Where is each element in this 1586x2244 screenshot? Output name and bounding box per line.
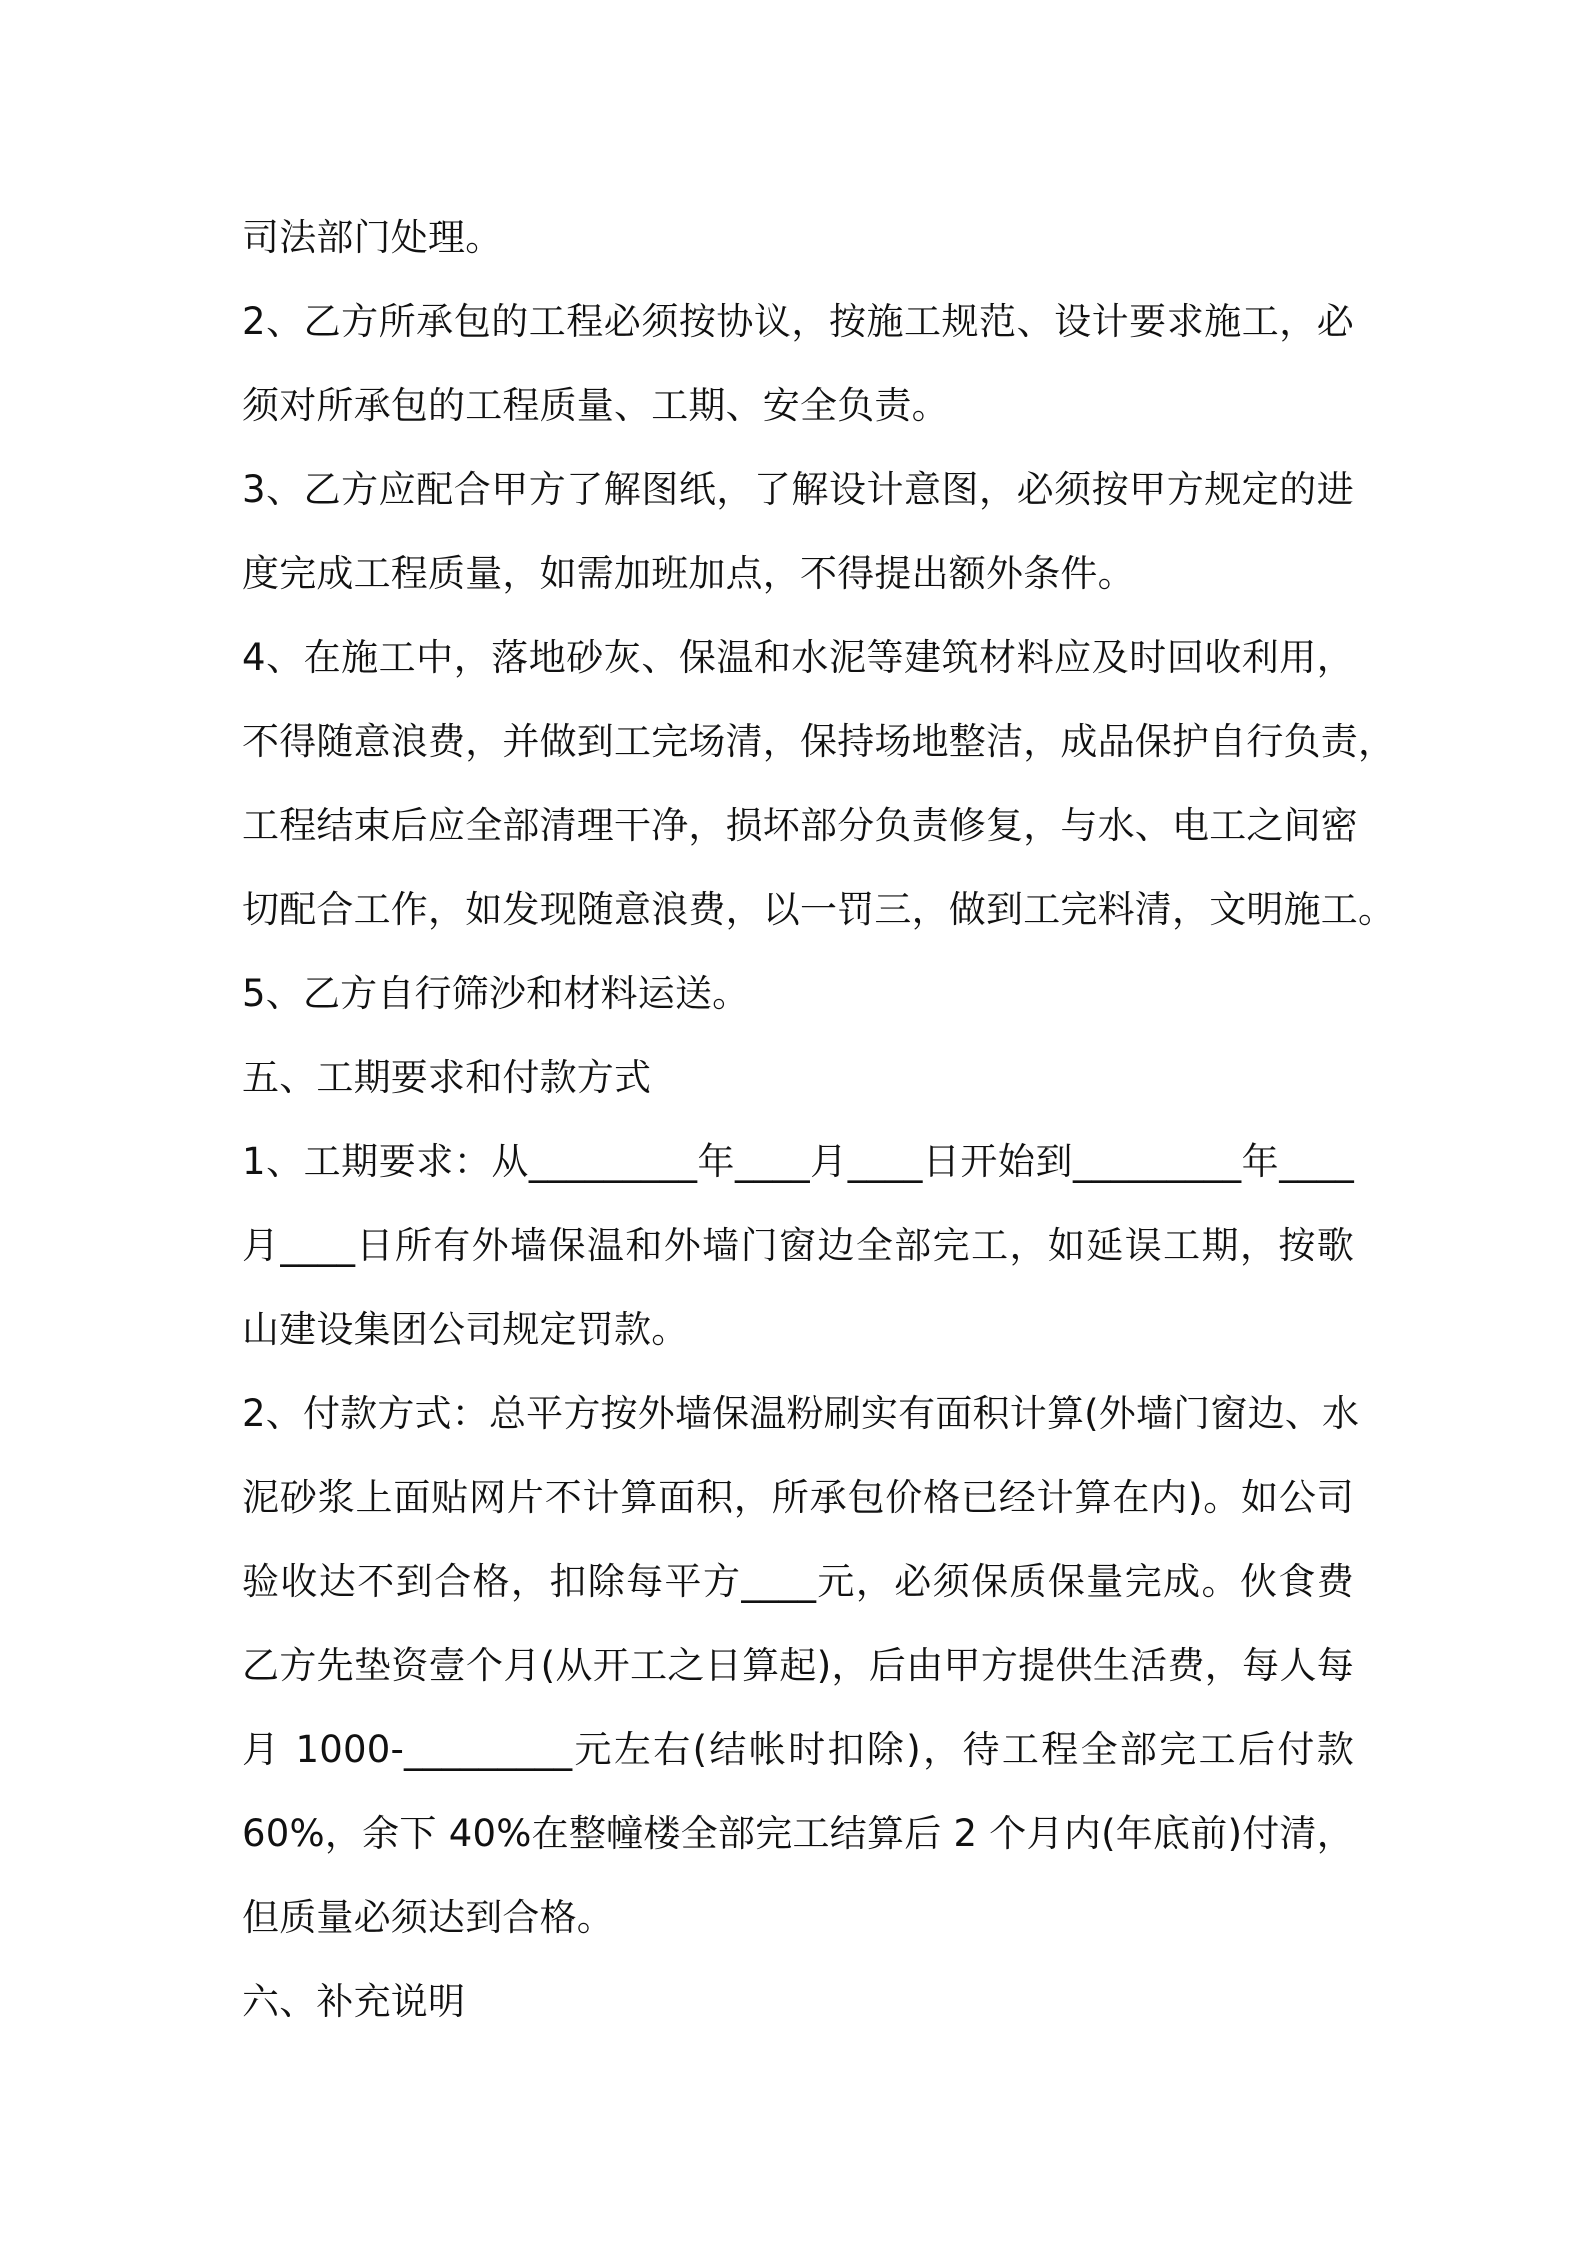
text-line: 4、在施工中，落地砂灰、保温和水泥等建筑材料应及时回收利用， <box>242 636 1354 679</box>
text-line: 2、乙方所承包的工程必须按协议，按施工规范、设计要求施工，必 <box>242 300 1354 343</box>
text-line: 泥砂浆上面贴网片不计算面积，所承包价格已经计算在内)。如公司 <box>242 1476 1354 1519</box>
text-line: 不得随意浪费，并做到工完场清，保持场地整洁，成品保护自行负责， <box>242 720 1396 763</box>
text-line: 乙方先垫资壹个月(从开工之日算起)，后由甲方提供生活费，每人每 <box>242 1644 1354 1687</box>
section-heading: 五、工期要求和付款方式 <box>242 1056 652 1099</box>
text-line: 60%，余下 40%在整幢楼全部完工结算后 2 个月内(年底前)付清， <box>242 1812 1354 1855</box>
text-line: 山建设集团公司规定罚款。 <box>242 1308 689 1351</box>
text-line: 验收达不到合格，扣除每平方____元，必须保质保量完成。伙食费 <box>242 1560 1354 1603</box>
section-heading: 六、补充说明 <box>242 1980 466 2023</box>
text-line: 3、乙方应配合甲方了解图纸，了解设计意图，必须按甲方规定的进 <box>242 468 1354 511</box>
text-line: 月 1000-_________元左右(结帐时扣除)，待工程全部完工后付款 <box>242 1728 1354 1771</box>
text-line: 切配合工作，如发现随意浪费，以一罚三，做到工完料清，文明施工。 <box>242 888 1396 931</box>
text-line: 但质量必须达到合格。 <box>242 1896 614 1939</box>
document-body <box>242 196 1396 2044</box>
text-line: 1、工期要求：从_________年____月____日开始到_________年____ <box>242 1140 1354 1183</box>
text-line: 须对所承包的工程质量、工期、安全负责。 <box>242 384 949 427</box>
text-line: 2、付款方式：总平方按外墙保温粉刷实有面积计算(外墙门窗边、水 <box>242 1392 1360 1435</box>
text-line: 度完成工程质量，如需加班加点，不得提出额外条件。 <box>242 552 1135 595</box>
text-line: 司法部门处理。 <box>242 216 503 259</box>
text-line: 工程结束后应全部清理干净，损坏部分负责修复，与水、电工之间密 <box>242 804 1358 847</box>
text-line: 5、乙方自行筛沙和材料运送。 <box>242 972 750 1015</box>
text-line: 月____日所有外墙保温和外墙门窗边全部完工，如延误工期，按歌 <box>242 1224 1354 1267</box>
